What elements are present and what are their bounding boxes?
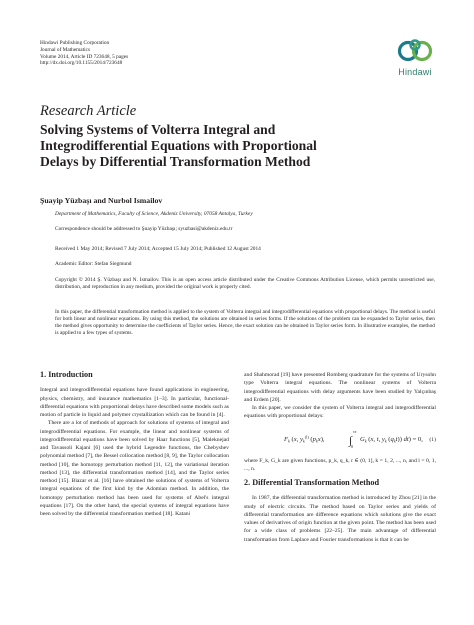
- abstract: In this paper, the differential transformation method is applied to the system of Volterra integral and integrodifferential equations with proportional delays. The method is useful for both linear and nonlinear equations. By using this method, the solutions are obtained in series forms. If the solutions of the problem can be expanded to Taylor series, then the method gives opportunity to determine the coefficients of Taylor series. Hence, the exact solution can be obtained in Taylor series form. In illustrative examples, the method is applied to a few types of systems.: [55, 309, 435, 336]
- intro-paragraph-3: and Shahmorad [19] have presented Romberg quadrature for the systems of Urysohn type Volterra integral equations. The nonlinear systems of Volterra integrodifferential equations with delay arguments have been studied by Yalçınbaş and Erdem [20].: [244, 372, 436, 403]
- article-type: Research Article: [40, 103, 137, 119]
- dtm-paragraph: In 1987, the differential transformation method is introduced by Zhou [21] in the study of electric circuits. The method based on Taylor series and yields of differential transformation are difference equations which solutions give the exact values of derivatives of origin function at the given point. The method has been used for a wide class of problems [22–25]. The main advantage of differential transformation from Laplace and Fourier transformations is that it can be: [244, 495, 436, 543]
- introduction-heading: 1. Introduction: [40, 370, 93, 379]
- right-column: [244, 371, 436, 544]
- svg-text:∫: ∫: [349, 434, 353, 447]
- dtm-heading: 2. Differential Transformation Method: [244, 478, 380, 487]
- intro-paragraph-2: There are a lot of methods of approach for solutions of systems of integral and integrodifferential equations. For example, the linear and nonlinear systems of integrodifferential equations have been solved by Haar functions [5], Maleknejad and Tavassoli Kajani [6] used the hybrid Legendre functions, the Chebyshev polynomial method [7], the Bessel collocation method [8, 9], the Taylor collocation method [10], the homotopy perturbation method [11, 12], the variational iteration method [13], the differential transformation method [14], and the Taylor series method [15]. Biazar et al. [16] have obtained the solutions of systems of Volterra integral equations of the first kind by the Adomian method. In addition, the homotopy perturbation method has been used for systems of Abel's integral equations [17]. On the other hand, the special systems of integral equations have been solved by the differential transformation method [18]. Katani: [40, 420, 229, 517]
- paper-title: [40, 122, 440, 170]
- hindawi-logo-text: Hindawi: [398, 67, 432, 77]
- equation-1: [244, 425, 436, 453]
- publisher-line: Hindawi Publishing Corporation: [40, 40, 110, 46]
- equation-number: (1): [429, 436, 436, 443]
- publication-dates: Received 1 May 2014; Revised 7 July 2014; Accepted 15 July 2014; Published 12 August 2014: [55, 246, 261, 252]
- intro-paragraph-4: In this paper, we consider the system of Volterra integral and integrodifferential equations with proportional delays:: [244, 405, 436, 420]
- affiliation: Department of Mathematics, Faculty of Science, Akdeniz University, 07058 Antalya, Turkey: [55, 211, 253, 217]
- svg-text:Fk (x, yk(l) (pkx),: $F_k$ (x, $y_k^{(l)}$ $(p_kx)$,: [284, 434, 325, 444]
- title-line: Solving Systems of Volterra Integral and: [40, 122, 276, 137]
- journal-line: Journal of Mathematics: [40, 46, 91, 53]
- doi-link[interactable]: http://dx.doi.org/10.1155/2014/723648: [40, 60, 123, 67]
- journal-header: [40, 40, 128, 67]
- volume-line: Volume 2014, Article ID 723648, 5 pages: [40, 53, 129, 60]
- correspondence: Correspondence should be addressed to Şuayip Yüzbaşı; syuzbasi@akdeniz.edu.tr: [55, 226, 233, 232]
- svg-text:0: 0: [351, 443, 354, 449]
- authors: Şuayip Yüzbaşı and Nurbol Ismailov: [40, 196, 163, 205]
- title-line: Integrodifferential Equations with Proportional: [40, 138, 317, 153]
- left-column: [40, 371, 229, 518]
- svg-text:Gk (x, t, yk (qkt)) dt) = 0,: $G_k$ (x, t, $y_k$ $(q_kt)$) dt) = 0,: [360, 435, 423, 444]
- hindawi-logo: [390, 36, 440, 77]
- title-line: Delays by Differential Transformation Method: [40, 154, 311, 169]
- academic-editor: Academic Editor: Stefan Siegmund: [55, 261, 132, 267]
- copyright-notice: Copyright © 2014 Ş. Yüzbaşı and N. Ismailov. This is an open access article distributed under the Creative Commons Attribution License, which permits unrestricted use, distribution, and reproduction in any medium, provided the original work is properly cited.: [55, 277, 435, 290]
- svg-text:rx: rx: [353, 428, 357, 434]
- equation-description: where F_k, G_k are given functions, p_k, q_k, r ∈ (0, 1], k = 1, 2, ..., n, and l = 0, 1, ..., n.: [244, 457, 436, 472]
- hindawi-logo-icon: [397, 36, 433, 66]
- intro-paragraph-1: Integral and integrodifferential equations have found applications in engineering, physics, chemistry, and insurance mathematics [1–3]. In particular, functional-differential equations with proportional delays have described some models such as motion of particle in liquid and polymer crystallization which can be found in [4].: [40, 387, 229, 418]
- equation-1-formula: [244, 425, 436, 453]
